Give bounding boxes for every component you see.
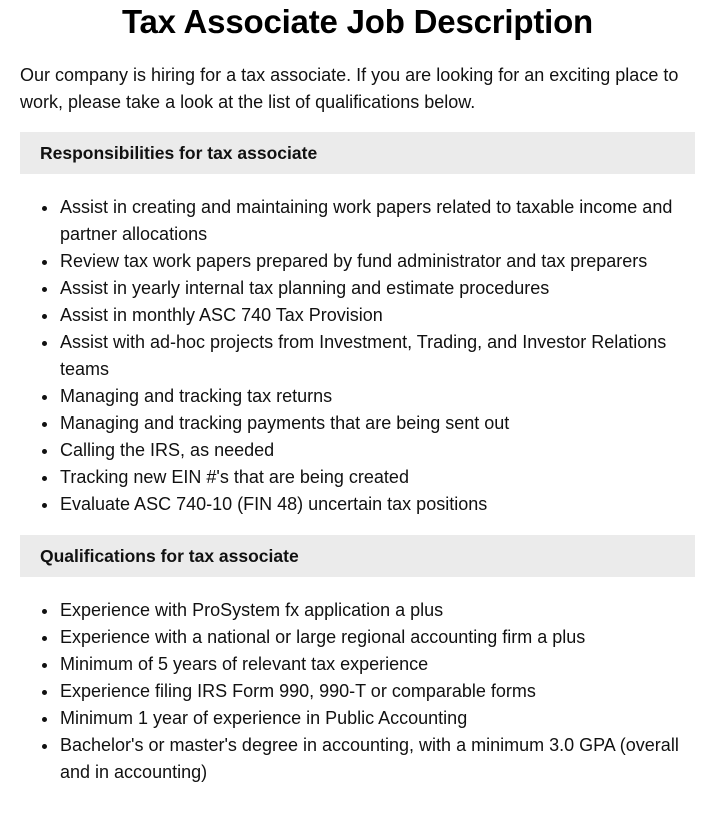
list-item: Tracking new EIN #'s that are being created (60, 464, 695, 491)
list-item: Assist with ad-hoc projects from Investment, Trading, and Investor Relations teams (60, 329, 695, 383)
qualifications-list (20, 597, 695, 786)
list-item: Bachelor's or master's degree in accounting, with a minimum 3.0 GPA (overall and in accounting) (60, 732, 695, 786)
list-item: Review tax work papers prepared by fund administrator and tax preparers (60, 248, 695, 275)
list-item: Experience filing IRS Form 990, 990-T or comparable forms (60, 678, 695, 705)
responsibilities-heading: Responsibilities for tax associate (20, 132, 695, 174)
qualifications-heading: Qualifications for tax associate (20, 535, 695, 577)
list-item: Experience with a national or large regional accounting firm a plus (60, 624, 695, 651)
list-item: Minimum of 5 years of relevant tax experience (60, 651, 695, 678)
list-item: Experience with ProSystem fx application a plus (60, 597, 695, 624)
list-item: Calling the IRS, as needed (60, 437, 695, 464)
page-title: Tax Associate Job Description (121, 3, 593, 40)
list-item: Managing and tracking payments that are being sent out (60, 410, 695, 437)
intro-paragraph: Our company is hiring for a tax associate. If you are looking for an exciting place to work, please take a look at the list of qualifications below. (20, 65, 679, 112)
list-item: Assist in creating and maintaining work papers related to taxable income and partner allocations (60, 194, 695, 248)
list-item: Assist in yearly internal tax planning and estimate procedures (60, 275, 695, 302)
list-item: Minimum 1 year of experience in Public Accounting (60, 705, 695, 732)
list-item: Managing and tracking tax returns (60, 383, 695, 410)
list-item: Assist in monthly ASC 740 Tax Provision (60, 302, 695, 329)
list-item: Evaluate ASC 740-10 (FIN 48) uncertain tax positions (60, 491, 695, 518)
responsibilities-list (20, 194, 695, 518)
